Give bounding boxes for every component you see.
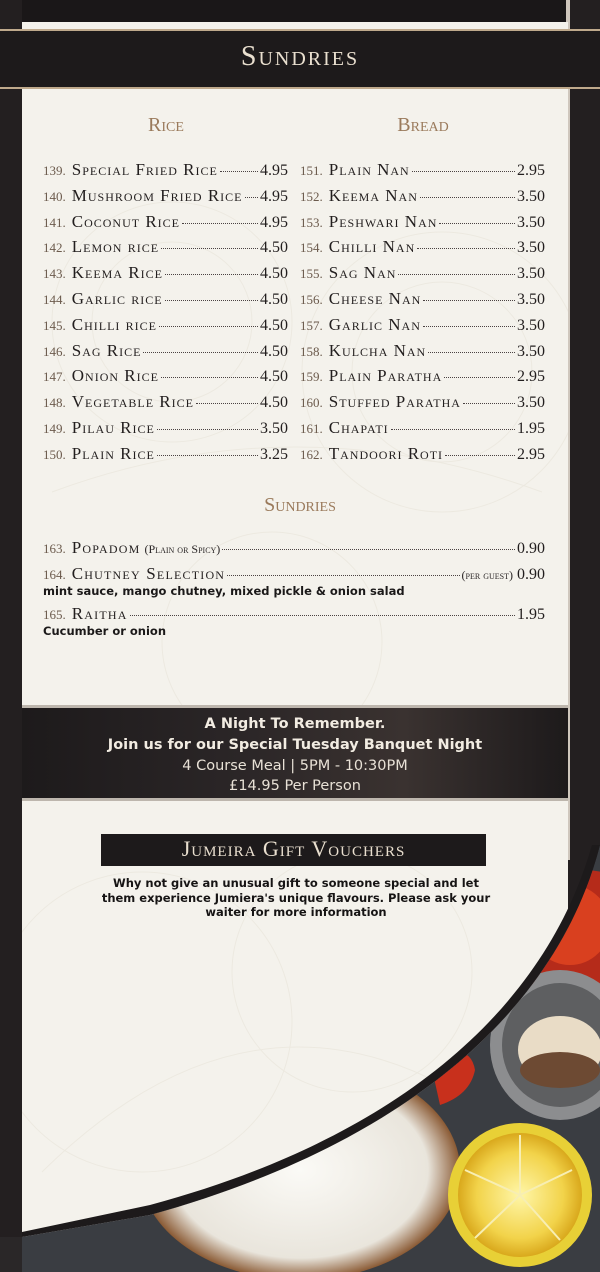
item-number: 139. <box>43 163 66 178</box>
item-number: 154. <box>300 240 323 256</box>
item-price: 3.50 <box>517 394 545 412</box>
item-price: 0.90 <box>517 566 545 583</box>
item-price: 4.50 <box>260 394 288 412</box>
item-number: 161. <box>300 421 323 436</box>
item-name: Cheese Nan <box>328 289 422 308</box>
item-number: 150. <box>43 446 66 462</box>
item-price: 0.90 <box>517 540 545 557</box>
item-name: Plain Nan <box>328 160 410 179</box>
item-price: 3.50 <box>517 213 545 231</box>
item-name: Kulcha Nan <box>328 340 427 360</box>
item-note: (Plain or Spicy) <box>144 542 221 556</box>
item-number: 163. <box>43 541 66 556</box>
item-number: 164. <box>43 567 66 582</box>
item-number: 142. <box>43 240 66 256</box>
item-description: Cucumber or onion <box>43 624 167 638</box>
item-price: 2.95 <box>517 368 545 386</box>
item-price: 1.95 <box>517 606 545 623</box>
item-name: Keema Nan <box>328 185 418 205</box>
item-number: 162. <box>300 446 323 462</box>
item-price: 4.95 <box>260 213 288 231</box>
item-name: Onion Rice <box>71 366 159 386</box>
item-price: 2.95 <box>517 162 545 179</box>
item-note: (per guest) <box>461 568 513 582</box>
item-name: Stuffed Paratha <box>328 392 461 412</box>
item-price: 3.50 <box>517 316 545 334</box>
item-price: 3.25 <box>260 445 288 463</box>
item-name: Pilau Rice <box>71 418 155 437</box>
item-price: 4.50 <box>260 316 288 334</box>
item-name: Garlic rice <box>71 289 163 308</box>
item-number: 145. <box>43 317 66 333</box>
item-number: 151. <box>300 163 323 178</box>
voucher-text: Why not give an unusual gift to someone special and let them experience Jumiera's unique flavours. Please ask your waiter for more information <box>101 876 491 919</box>
banquet-times: 4 Course Meal | 5PM - 10:30PM <box>182 758 408 774</box>
item-name: Lemon rice <box>71 237 160 257</box>
item-price: 3.50 <box>517 265 545 283</box>
sundries-heading: Sundries <box>264 494 336 516</box>
item-price: 2.95 <box>517 445 545 463</box>
item-number: 152. <box>300 188 323 204</box>
item-number: 149. <box>43 421 66 436</box>
item-name: Sag Rice <box>71 340 142 360</box>
item-number: 155. <box>300 266 323 282</box>
item-number: 147. <box>43 369 66 385</box>
item-name: Mushroom Fried Rice <box>71 185 243 205</box>
rice-heading: Rice <box>148 114 184 136</box>
page-title: Sundries <box>240 41 360 72</box>
item-name: Keema Rice <box>71 263 163 283</box>
item-name: Plain Rice <box>71 443 155 463</box>
item-name: Chilli Nan <box>328 237 416 257</box>
item-price: 3.50 <box>517 239 545 257</box>
item-number: 143. <box>43 266 66 282</box>
item-price: 4.50 <box>260 265 288 283</box>
banquet-price: £14.95 Per Person <box>229 778 361 794</box>
item-number: 148. <box>43 395 66 411</box>
bread-heading: Bread <box>397 114 449 136</box>
item-name: Vegetable Rice <box>71 392 194 412</box>
item-number: 153. <box>300 214 323 230</box>
item-price: 4.95 <box>260 162 288 179</box>
item-number: 165. <box>43 607 66 622</box>
item-name: Coconut Rice <box>71 211 181 231</box>
item-number: 160. <box>300 395 323 411</box>
item-name: Garlic Nan <box>328 314 421 334</box>
item-number: 141. <box>43 214 66 230</box>
item-name: Chilli rice <box>71 314 157 334</box>
voucher-title: Jumeira Gift Vouchers <box>181 836 406 861</box>
item-description: mint sauce, mango chutney, mixed pickle & onion salad <box>43 584 405 598</box>
item-price: 1.95 <box>517 420 545 437</box>
item-name: Popadom <box>71 538 141 557</box>
item-price: 4.50 <box>260 368 288 386</box>
item-price: 3.50 <box>517 291 545 308</box>
item-name: Tandoori Roti <box>328 443 444 463</box>
banquet-invite: Join us for our Special Tuesday Banquet Night <box>107 737 483 753</box>
item-number: 157. <box>300 317 323 333</box>
item-name: Special Fried Rice <box>71 160 218 179</box>
item-number: 158. <box>300 343 323 359</box>
item-price: 3.50 <box>517 187 545 205</box>
item-name: Chutney Selection <box>71 564 226 583</box>
item-number: 156. <box>300 292 323 307</box>
item-price: 4.50 <box>260 342 288 360</box>
item-name: Plain Paratha <box>328 366 443 386</box>
item-name: Sag Nan <box>328 263 397 283</box>
item-name: Peshwari Nan <box>328 211 438 231</box>
item-price: 4.50 <box>260 239 288 257</box>
item-name: Raitha <box>71 604 128 623</box>
item-price: 3.50 <box>260 420 288 437</box>
item-number: 146. <box>43 343 66 359</box>
item-price: 4.50 <box>260 291 288 308</box>
item-price: 3.50 <box>517 342 545 360</box>
item-name: Chapati <box>328 418 389 437</box>
item-price: 4.95 <box>260 187 288 205</box>
banquet-title: A Night To Remember. <box>204 716 386 732</box>
item-number: 140. <box>43 188 66 204</box>
item-number: 144. <box>43 292 66 307</box>
item-number: 159. <box>300 369 323 385</box>
